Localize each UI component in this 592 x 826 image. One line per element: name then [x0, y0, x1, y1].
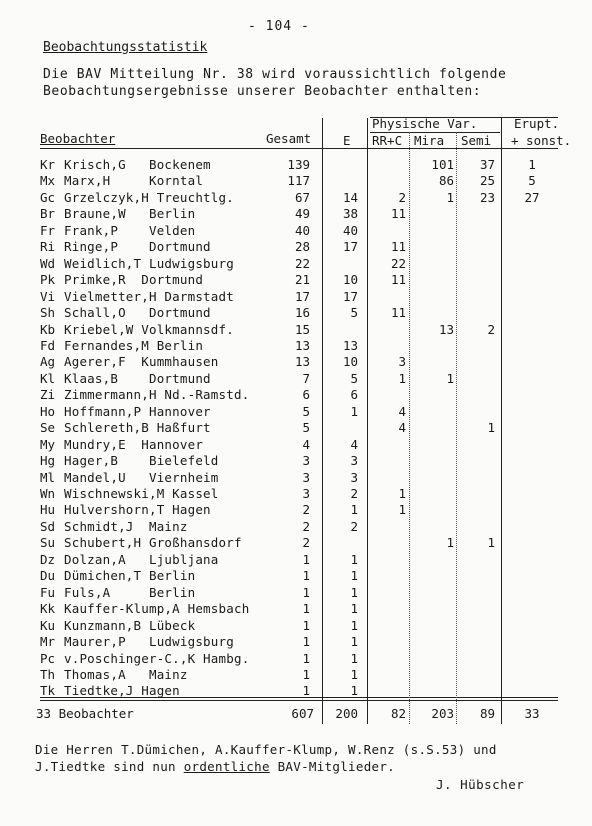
table-row — [0, 651, 592, 667]
row-name: Zimmermann,H Nd.-Ramstd. — [64, 387, 250, 403]
table-row — [0, 552, 592, 568]
summary-top-line — [40, 700, 558, 701]
summary-rr: 82 — [390, 706, 406, 721]
row-total: 17 — [294, 288, 310, 304]
row-total: 3 — [302, 486, 310, 501]
row-e: 1 — [350, 634, 358, 650]
row-name: Schmidt,J Mainz — [64, 518, 188, 534]
row-code: Wd — [40, 255, 56, 271]
row-total: 49 — [294, 206, 310, 222]
row-semi: 2 — [487, 321, 495, 337]
row-code: Wn — [40, 486, 56, 501]
row-code: Fd — [40, 337, 56, 353]
row-rr-c: 1 — [398, 502, 406, 518]
footer-line-2-post: BAV-Mitglieder. — [269, 759, 395, 774]
row-rr-c: 11 — [390, 239, 406, 255]
header-mira: Mira — [414, 133, 445, 148]
table-row — [0, 535, 592, 551]
row-e: 1 — [350, 551, 358, 567]
row-e: 1 — [350, 584, 358, 600]
table-row — [0, 618, 592, 634]
row-name: Tiedtke,J Hagen — [64, 683, 180, 699]
row-e: 1 — [350, 666, 358, 682]
summary-e: 200 — [335, 706, 358, 721]
table-row — [0, 256, 592, 272]
row-code: Fr — [40, 222, 56, 238]
row-code: Vi — [40, 288, 56, 304]
row-total: 1 — [302, 601, 310, 617]
row-rr-c: 2 — [398, 189, 406, 205]
table-row — [0, 634, 592, 650]
row-code: Kk — [40, 601, 56, 617]
table-row — [0, 190, 592, 206]
row-name: Ringe,P Dortmund — [64, 239, 211, 255]
row-total: 5 — [302, 403, 310, 419]
row-total: 13 — [294, 337, 310, 353]
row-name: Fernandes,M Berlin — [64, 337, 204, 353]
row-code: Zi — [40, 387, 56, 403]
footer-note — [35, 741, 497, 775]
row-e: 6 — [350, 387, 358, 403]
row-total: 15 — [294, 321, 310, 337]
signature: J. Hübscher — [436, 777, 525, 792]
summary-total: 607 — [291, 706, 314, 721]
footer-line-2-pre: J.Tiedtke sind nun — [35, 759, 184, 774]
row-name: Grzelczyk,H Treuchtlg. — [64, 189, 234, 205]
row-name: Schubert,H Großhansdorf — [64, 535, 242, 551]
table-row — [0, 437, 592, 453]
row-total: 7 — [302, 370, 310, 386]
row-code: Kr — [40, 157, 56, 172]
row-rr-c: 3 — [398, 354, 406, 370]
row-code: My — [40, 436, 56, 452]
summary-mira: 203 — [431, 706, 454, 721]
row-name: Krisch,G Bockenem — [64, 157, 211, 172]
section-heading: Beobachtungsstatistik — [43, 40, 208, 55]
row-name: Mandel,U Viernheim — [64, 469, 219, 485]
row-code: Ml — [40, 469, 56, 485]
table-row — [0, 387, 592, 403]
row-code: Br — [40, 206, 56, 222]
table-row — [0, 601, 592, 617]
table-row — [0, 470, 592, 486]
header-gesamt: Gesamt — [266, 131, 312, 146]
table-row — [0, 338, 592, 354]
row-name: Dümichen,T Berlin — [64, 568, 196, 584]
header-beobachter: Beobachter — [40, 131, 116, 146]
row-total: 139 — [287, 157, 310, 172]
intro-line-1: Die BAV Mitteilung Nr. 38 wird voraussichtlich folgende — [43, 67, 507, 82]
row-semi: 23 — [479, 189, 495, 205]
row-code: Mr — [40, 634, 56, 650]
row-mira: 101 — [431, 157, 454, 172]
row-code: Gc — [40, 189, 56, 205]
table-row — [0, 404, 592, 420]
header-physische: Physische Var. — [372, 116, 478, 131]
row-code: Pc — [40, 650, 56, 666]
row-total: 3 — [302, 469, 310, 485]
row-mira: 1 — [446, 370, 454, 386]
row-e: 3 — [350, 469, 358, 485]
row-e: 40 — [342, 222, 358, 238]
row-e: 17 — [342, 288, 358, 304]
header-sonst: + sonst. — [511, 133, 572, 148]
row-total: 40 — [294, 222, 310, 238]
header-rr-c: RR+C — [372, 133, 403, 148]
row-total: 13 — [294, 354, 310, 370]
row-total: 2 — [302, 502, 310, 518]
row-total: 2 — [302, 535, 310, 551]
row-e: 5 — [350, 370, 358, 386]
row-code: Pk — [40, 272, 56, 288]
row-code: Kb — [40, 321, 56, 337]
table-row — [0, 305, 592, 321]
row-name: Agerer,F Kummhausen — [64, 354, 219, 370]
row-name: Dolzan,A Ljubljana — [64, 551, 219, 567]
header-erupt: Erupt. — [514, 116, 560, 131]
row-e: 10 — [342, 354, 358, 370]
table-row — [0, 486, 592, 502]
row-total: 4 — [302, 436, 310, 452]
row-name: v.Poschinger-C.,K Hambg. — [64, 650, 250, 666]
row-code: Mx — [40, 173, 56, 189]
row-total: 1 — [302, 666, 310, 682]
row-semi: 37 — [479, 157, 495, 172]
row-rr-c: 1 — [398, 370, 406, 386]
row-total: 1 — [302, 551, 310, 567]
intro-line-2: Beobachtungsergebnisse unserer Beobachter enthalten: — [43, 84, 482, 99]
row-total: 1 — [302, 568, 310, 584]
row-erupt: 1 — [528, 157, 536, 172]
row-total: 117 — [287, 173, 310, 189]
row-e: 5 — [350, 305, 358, 321]
row-total: 21 — [294, 272, 310, 288]
table-row — [0, 568, 592, 584]
row-mira: 13 — [438, 321, 454, 337]
row-name: Marx,H Korntal — [64, 173, 204, 189]
row-total: 2 — [302, 518, 310, 534]
row-code: Hg — [40, 453, 56, 469]
row-e: 1 — [350, 683, 358, 699]
row-code: Sh — [40, 305, 56, 321]
row-code: Ag — [40, 354, 56, 370]
row-erupt: 27 — [524, 189, 540, 205]
row-e: 13 — [342, 337, 358, 353]
row-e: 1 — [350, 568, 358, 584]
row-rr-c: 11 — [390, 272, 406, 288]
row-total: 16 — [294, 305, 310, 321]
row-total: 3 — [302, 453, 310, 469]
row-e: 3 — [350, 453, 358, 469]
row-name: Braune,W Berlin — [64, 206, 196, 222]
row-name: Wischnewski,M Kassel — [64, 486, 219, 501]
row-name: Hoffmann,P Hannover — [64, 403, 211, 419]
row-name: Hager,B Bielefeld — [64, 453, 219, 469]
table-row — [0, 157, 592, 173]
row-total: 1 — [302, 617, 310, 633]
row-semi: 1 — [487, 535, 495, 551]
row-e: 4 — [350, 436, 358, 452]
row-name: Frank,P Velden — [64, 222, 196, 238]
row-code: Ku — [40, 617, 56, 633]
row-name: Mundry,E Hannover — [64, 436, 204, 452]
row-semi: 25 — [479, 173, 495, 189]
table-row — [0, 683, 592, 699]
row-name: Schlereth,B Haßfurt — [64, 420, 211, 436]
row-e: 2 — [350, 486, 358, 501]
row-e: 17 — [342, 239, 358, 255]
row-code: Du — [40, 568, 56, 584]
intro-text — [43, 66, 506, 100]
row-name: Kunzmann,B Lübeck — [64, 617, 196, 633]
row-name: Hulvershorn,T Hagen — [64, 502, 211, 518]
row-rr-c: 11 — [390, 305, 406, 321]
table-row — [0, 173, 592, 189]
row-code: Ho — [40, 403, 56, 419]
row-name: Kriebel,W Volkmannsdf. — [64, 321, 234, 337]
row-total: 22 — [294, 255, 310, 271]
row-semi: 1 — [487, 420, 495, 436]
row-code: Hu — [40, 502, 56, 518]
row-e: 10 — [342, 272, 358, 288]
page-number: - 104 - — [248, 19, 310, 34]
row-rr-c: 1 — [398, 486, 406, 501]
summary-erupt: 33 — [524, 706, 540, 721]
row-name: Schall,O Dortmund — [64, 305, 211, 321]
summary-semi: 89 — [479, 706, 495, 721]
row-total: 1 — [302, 584, 310, 600]
row-name: Thomas,A Mainz — [64, 666, 188, 682]
table-row — [0, 453, 592, 469]
row-code: Su — [40, 535, 56, 551]
footer-line-1: Die Herren T.Dümichen, A.Kauffer-Klump, W.Renz (s.S.53) und — [35, 742, 497, 757]
row-rr-c: 22 — [390, 255, 406, 271]
row-code: Fu — [40, 584, 56, 600]
header-bottom-line — [40, 148, 558, 149]
row-total: 5 — [302, 420, 310, 436]
row-total: 1 — [302, 634, 310, 650]
row-e: 1 — [350, 601, 358, 617]
table-row — [0, 420, 592, 436]
row-code: Ri — [40, 239, 56, 255]
table-row — [0, 272, 592, 288]
row-mira: 1 — [446, 535, 454, 551]
row-e: 1 — [350, 502, 358, 518]
row-e: 1 — [350, 403, 358, 419]
row-code: Se — [40, 420, 56, 436]
row-name: Fuls,A Berlin — [64, 584, 196, 600]
row-name: Vielmetter,H Darmstadt — [64, 288, 234, 304]
table-row — [0, 206, 592, 222]
row-erupt: 5 — [528, 173, 536, 189]
table-row — [0, 289, 592, 305]
row-code: Dz — [40, 551, 56, 567]
row-rr-c: 4 — [398, 420, 406, 436]
row-total: 28 — [294, 239, 310, 255]
row-total: 1 — [302, 683, 310, 699]
table-row — [0, 371, 592, 387]
table-row — [0, 585, 592, 601]
row-rr-c: 4 — [398, 403, 406, 419]
summary-label: 33 Beobachter — [36, 706, 134, 721]
row-mira: 86 — [438, 173, 454, 189]
row-e: 14 — [342, 189, 358, 205]
row-name: Kauffer-Klump,A Hemsbach — [64, 601, 250, 617]
row-name: Primke,R Dortmund — [64, 272, 204, 288]
row-e: 38 — [342, 206, 358, 222]
row-total: 67 — [294, 189, 310, 205]
row-name: Klaas,B Dortmund — [64, 370, 211, 386]
table-row — [0, 667, 592, 683]
row-total: 6 — [302, 387, 310, 403]
table-row — [0, 502, 592, 518]
table-row — [0, 322, 592, 338]
row-name: Maurer,P Ludwigsburg — [64, 634, 234, 650]
header-semi: Semi — [461, 133, 492, 148]
table-row — [0, 354, 592, 370]
row-rr-c: 11 — [390, 206, 406, 222]
row-e: 1 — [350, 650, 358, 666]
table-row — [0, 519, 592, 535]
row-code: Tk — [40, 683, 56, 699]
row-code: Sd — [40, 518, 56, 534]
row-code: Kl — [40, 370, 56, 386]
row-code: Th — [40, 666, 56, 682]
row-mira: 1 — [446, 189, 454, 205]
table-row — [0, 223, 592, 239]
row-name: Weidlich,T Ludwigsburg — [64, 255, 234, 271]
table-row — [0, 239, 592, 255]
row-e: 2 — [350, 518, 358, 534]
row-e: 1 — [350, 617, 358, 633]
header-e: E — [343, 133, 351, 148]
footer-line-2-underlined: ordentliche — [183, 759, 270, 774]
row-total: 1 — [302, 650, 310, 666]
